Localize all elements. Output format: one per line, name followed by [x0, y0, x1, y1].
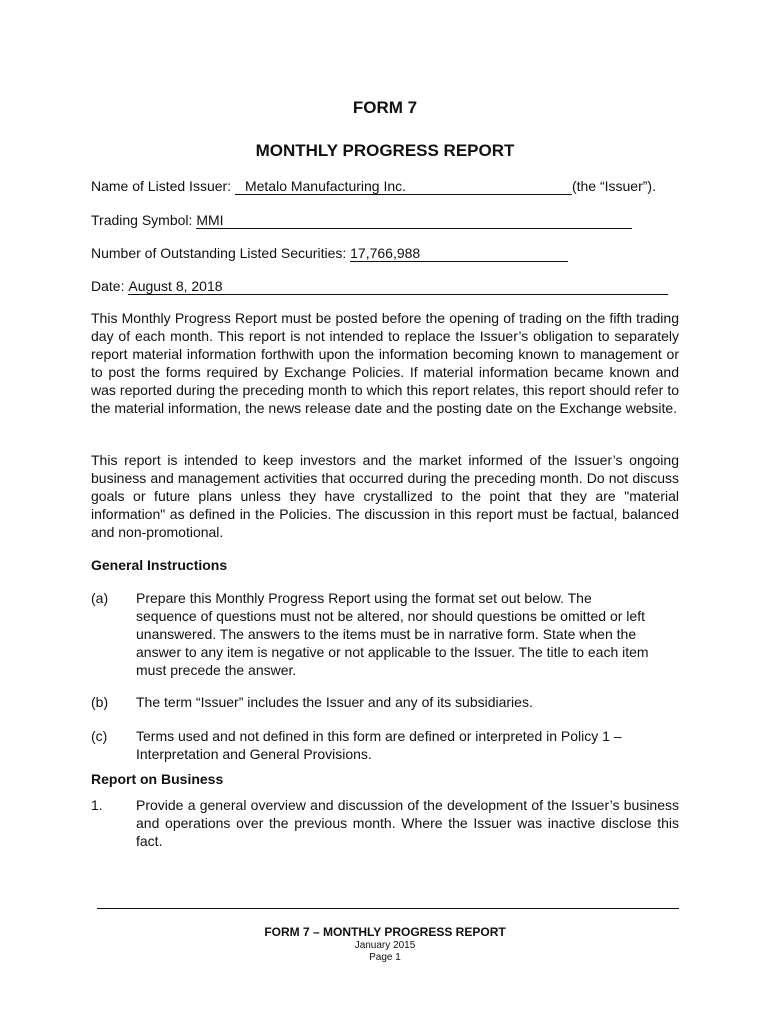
instruction-marker: (c)	[91, 728, 108, 744]
trading-symbol-field	[91, 211, 632, 229]
report-date-value: August 8, 2018	[128, 278, 668, 295]
business-item-marker: 1.	[91, 797, 103, 813]
business-item-text: Provide a general overview and discussion of the development of the Issuer’s business and operations over the previous month. Where the Issuer was inactive disclose this fact.	[136, 797, 679, 849]
issuer-name-value: Metalo Manufacturing Inc.	[235, 178, 572, 195]
outstanding-securities-value: 17,766,988	[350, 245, 568, 262]
footer-page-number: Page 1	[369, 952, 401, 963]
instruction-text: Prepare this Monthly Progress Report using the format set out below. The sequence of questions must not be altered, nor should questions be omitted or left unanswered. The answers to the items must be in narrative form. State when the answer to any item is negative or not applicable to the Issuer. The title to each item must precede the answer.	[136, 590, 649, 678]
issuer-name-field	[91, 177, 656, 195]
trading-symbol-label: Trading Symbol:	[91, 212, 193, 228]
report-on-business-heading: Report on Business	[91, 771, 224, 787]
instruction-marker: (b)	[91, 694, 109, 710]
footer-divider	[97, 908, 679, 909]
footer-date: January 2015	[354, 940, 416, 951]
instruction-text: Terms used and not defined in this form are defined or interpreted in Policy 1 – Interpretation and General Provisions.	[136, 728, 622, 762]
instruction-item	[91, 727, 679, 763]
outstanding-securities-field	[91, 244, 568, 262]
intro-paragraph-1: This Monthly Progress Report must be posted before the opening of trading on the fifth trading day of each month. This report is not intended to replace the Issuer’s obligation to separately report material information forthwith upon the information becoming known to management or to post the forms required by Exchange Policies. If material information became known and was reported during the preceding month to which this report relates, this report should refer to the material information, the news release date and the posting date on the Exchange website.	[91, 310, 679, 416]
outstanding-securities-label: Number of Outstanding Listed Securities:	[91, 245, 347, 261]
instruction-item	[91, 693, 679, 711]
issuer-name-label: Name of Listed Issuer:	[91, 178, 232, 194]
report-date-label: Date:	[91, 278, 125, 294]
trading-symbol-value: MMI	[196, 212, 632, 229]
general-instructions-heading: General Instructions	[91, 557, 228, 573]
instruction-item	[91, 589, 679, 679]
instruction-text: The term “Issuer” includes the Issuer and any of its subsidiaries.	[136, 694, 533, 710]
issuer-suffix: (the “Issuer”).	[571, 178, 656, 194]
form-title: MONTHLY PROGRESS REPORT	[255, 141, 515, 160]
report-date-field	[91, 277, 668, 295]
footer-title: FORM 7 – MONTHLY PROGRESS REPORT	[264, 925, 506, 939]
instruction-marker: (a)	[91, 590, 109, 606]
business-item	[91, 796, 679, 850]
intro-paragraph-2: This report is intended to keep investors and the market informed of the Issuer’s ongoing business and management activities that occurred during the preceding month. Do not discuss goals or future plans unless they have crystallized to the point that they are "material information" as defined in the Policies. The discussion in this report must be factual, balanced and non-promotional.	[91, 452, 679, 540]
form-number: FORM 7	[352, 98, 418, 117]
